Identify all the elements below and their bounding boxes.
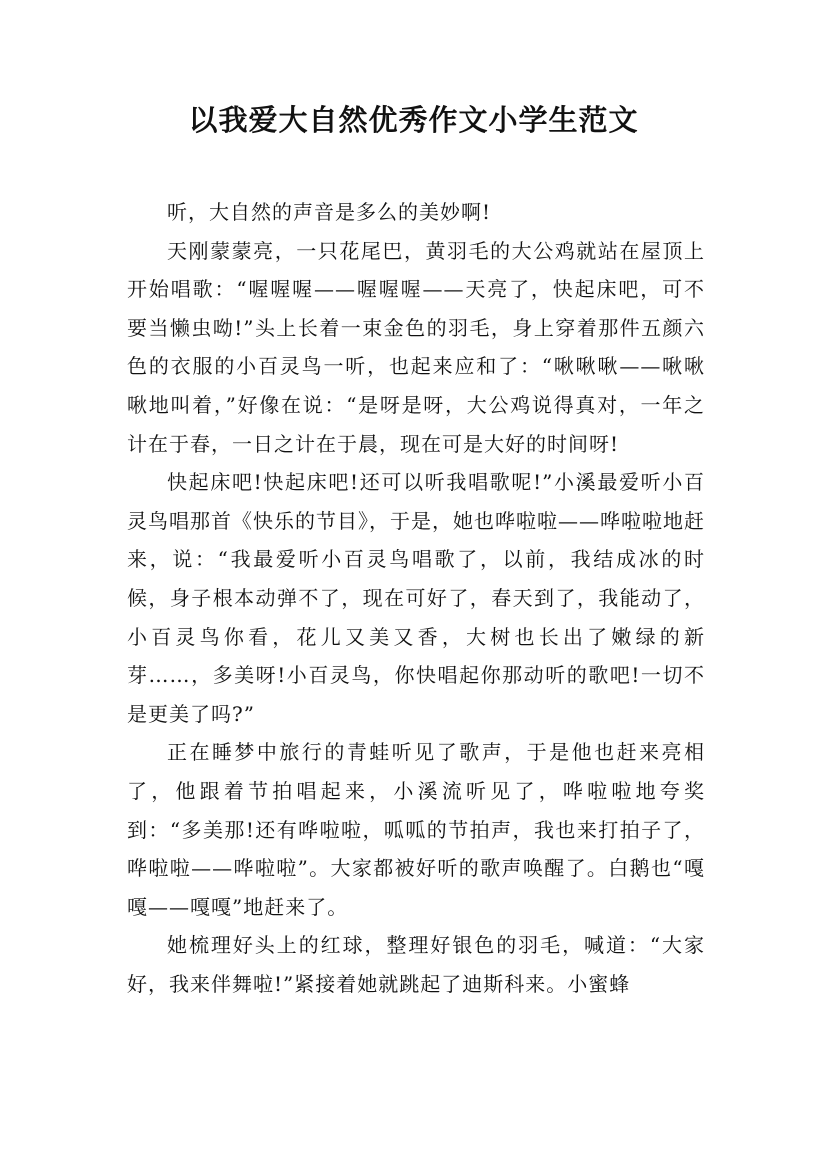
paragraph-1: 听，大自然的声音是多么的美妙啊!	[167, 200, 492, 224]
document-title: 以我爱大自然优秀作文小学生范文	[188, 103, 639, 137]
paragraph-3: 快起床吧!快起床吧!还可以听我唱歌呢!”小溪最爱听小百灵鸟唱那首《快乐的节目》，于是，她也哗啦啦——哗啦啦地赶来，说：“我最爱听小百灵鸟唱歌了，以前，我结成冰的时候，身子根本动弹不了，现在可好了，春天到了，我能动了，小百灵鸟你看，花儿又美又香，大树也长出了嫩绿的新芽……，多美呀!小百灵鸟，你快唱起你那动听的歌吧!一切不是更美了吗?”	[127, 470, 705, 726]
paragraph-2: 天刚蒙蒙亮，一只花尾巴，黄羽毛的大公鸡就站在屋顶上开始唱歌：“喔喔喔——喔喔喔——天亮了，快起床吧，可不要当懒虫呦!”头上长着一束金色的羽毛，身上穿着那件五颜六色的衣服的小百灵鸟一听，也起来应和了：“啾啾啾——啾啾啾地叫着，”好像在说：“是呀是呀，大公鸡说得真对，一年之计在于春，一日之计在于晨，现在可是大好的时间呀!	[127, 238, 705, 456]
document-body	[127, 193, 705, 1003]
paragraph-5: 她梳理好头上的红球，整理好银色的羽毛，喊道：“大家好，我来伴舞啦!”紧接着她就跳起了迪斯科来。小蜜蜂	[127, 933, 705, 996]
paragraph-4: 正在睡梦中旅行的青蛙听见了歌声，于是他也赶来亮相了，他跟着节拍唱起来，小溪流听见了，哗啦啦地夸奖到：“多美那!还有哗啦啦，呱呱的节拍声，我也来打拍子了，哗啦啦——哗啦啦”。大家都被好听的歌声唤醒了。白鹅也“嘎嘎——嘎嘎”地赶来了。	[127, 740, 705, 919]
